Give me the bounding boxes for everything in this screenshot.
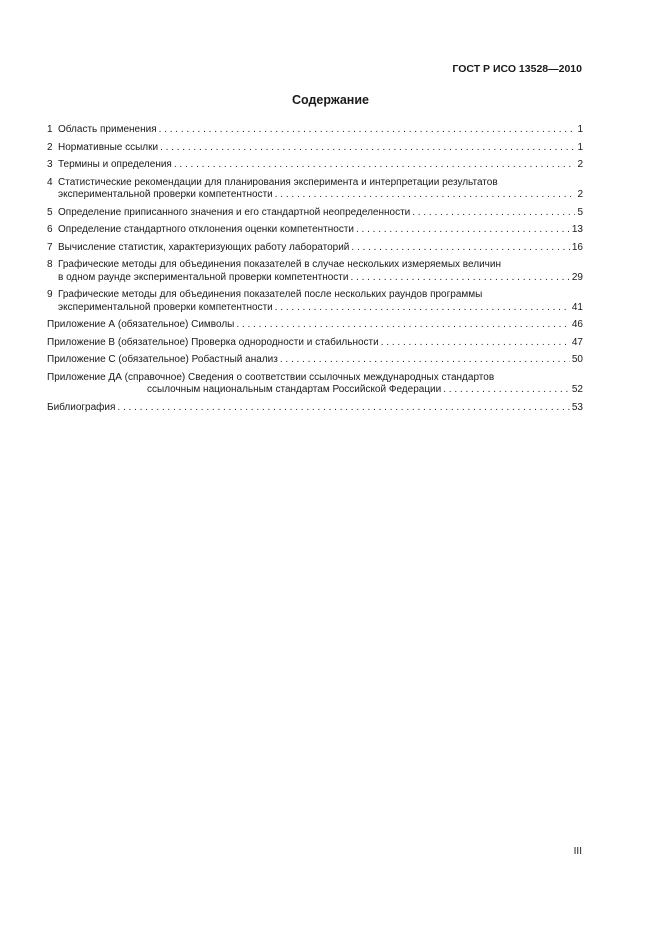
toc-page-number: 2: [577, 159, 583, 170]
toc-page-number: 16: [571, 241, 583, 253]
toc-entry-title: Графические методы для объединения показателей после нескольких раундов программы: [58, 289, 483, 300]
toc-page-number: 1: [577, 124, 583, 135]
dot-leader: [275, 189, 576, 202]
toc-entry-title: ссылочным национальным стандартам Российской Федерации: [147, 384, 442, 395]
dot-leader: [356, 224, 570, 237]
document-standard-header: ГОСТ Р ИСО 13528—2010: [452, 63, 582, 75]
toc-entry-title: Приложение С (обязательное) Робастный анализ: [47, 354, 278, 365]
toc-entry-number: 8: [47, 259, 53, 270]
toc-entry[interactable]: [47, 372, 583, 397]
dot-leader: [350, 272, 569, 285]
dot-leader: [275, 302, 570, 315]
toc-entry-number: 5: [47, 206, 53, 218]
dot-leader: [236, 319, 570, 332]
toc-page-number: 29: [571, 271, 583, 283]
toc-entry-number: 1: [47, 124, 53, 135]
dot-leader: [174, 159, 576, 172]
dot-leader: [351, 242, 569, 255]
toc-entry-title: Область применения: [58, 124, 157, 135]
toc-page-number: 13: [571, 224, 583, 235]
toc-entry-number: 7: [47, 241, 53, 253]
toc-entry-title: Библиография: [47, 401, 116, 413]
toc-entry-title: Определение стандартного отклонения оценки компетентности: [58, 224, 354, 235]
page-title: Содержание: [291, 93, 369, 107]
toc-entry-number: 3: [47, 159, 53, 170]
toc-entry[interactable]: [47, 337, 583, 350]
dot-leader: [443, 384, 570, 397]
toc-entry[interactable]: [47, 142, 583, 155]
toc-page-number: 1: [577, 141, 583, 153]
toc-page-number: 52: [571, 384, 583, 395]
toc-entry-title: Определение приписанного значения и его стандартной неопределенности: [58, 206, 411, 218]
toc-page-number: 2: [577, 189, 583, 200]
toc-entry[interactable]: [47, 177, 583, 202]
toc-entry[interactable]: [47, 319, 583, 332]
toc-entry-number: 9: [47, 289, 53, 300]
toc-entry-title: Графические методы для объединения показателей в случае нескольких измеряемых величин: [58, 259, 501, 270]
toc-page-number: 53: [571, 401, 583, 413]
dot-leader: [280, 354, 570, 367]
dot-leader: [160, 142, 575, 155]
toc-entry[interactable]: [47, 402, 583, 415]
toc-entry-title: Нормативные ссылки: [58, 141, 159, 153]
toc-entry-title: в одном раунде экспериментальной проверки компетентности: [58, 271, 349, 283]
toc-page-number: 46: [571, 319, 583, 330]
toc-page-number: 50: [571, 354, 583, 365]
toc-entry[interactable]: [47, 242, 583, 255]
toc-page-number: 41: [571, 301, 583, 313]
table-of-contents: [47, 124, 583, 419]
dot-leader: [159, 124, 576, 137]
toc-page-number: 5: [577, 206, 583, 218]
toc-entry-title: экспериментальной проверки компетентности: [58, 189, 273, 200]
toc-entry[interactable]: [47, 124, 583, 137]
dot-leader: [412, 207, 575, 220]
toc-entry-number: 2: [47, 141, 53, 153]
toc-entry-number: 4: [47, 176, 53, 188]
toc-entry-title: Приложение В (обязательное) Проверка однородности и стабильности: [47, 336, 379, 348]
dot-leader: [117, 402, 569, 415]
toc-entry-title: Приложение А (обязательное) Символы: [47, 319, 235, 330]
toc-entry[interactable]: [47, 207, 583, 220]
toc-entry[interactable]: [47, 354, 583, 367]
toc-entry-title: Статистические рекомендации для планирования эксперимента и интерпретации результатов: [58, 176, 498, 188]
toc-page-number: 47: [571, 336, 583, 348]
toc-entry-title: Приложение ДА (справочное) Сведения о соответствии ссылочных международных стандартов: [47, 371, 495, 383]
toc-entry-title: Термины и определения: [58, 159, 172, 170]
toc-entry-title: экспериментальной проверки компетентности: [58, 301, 273, 313]
toc-entry[interactable]: [47, 224, 583, 237]
toc-entry[interactable]: [47, 289, 583, 314]
dot-leader: [381, 337, 570, 350]
page-number: III: [573, 846, 582, 857]
toc-entry[interactable]: [47, 159, 583, 172]
toc-entry-title: Вычисление статистик, характеризующих работу лабораторий: [58, 241, 350, 253]
toc-entry[interactable]: [47, 259, 583, 284]
toc-entry-number: 6: [47, 224, 53, 235]
